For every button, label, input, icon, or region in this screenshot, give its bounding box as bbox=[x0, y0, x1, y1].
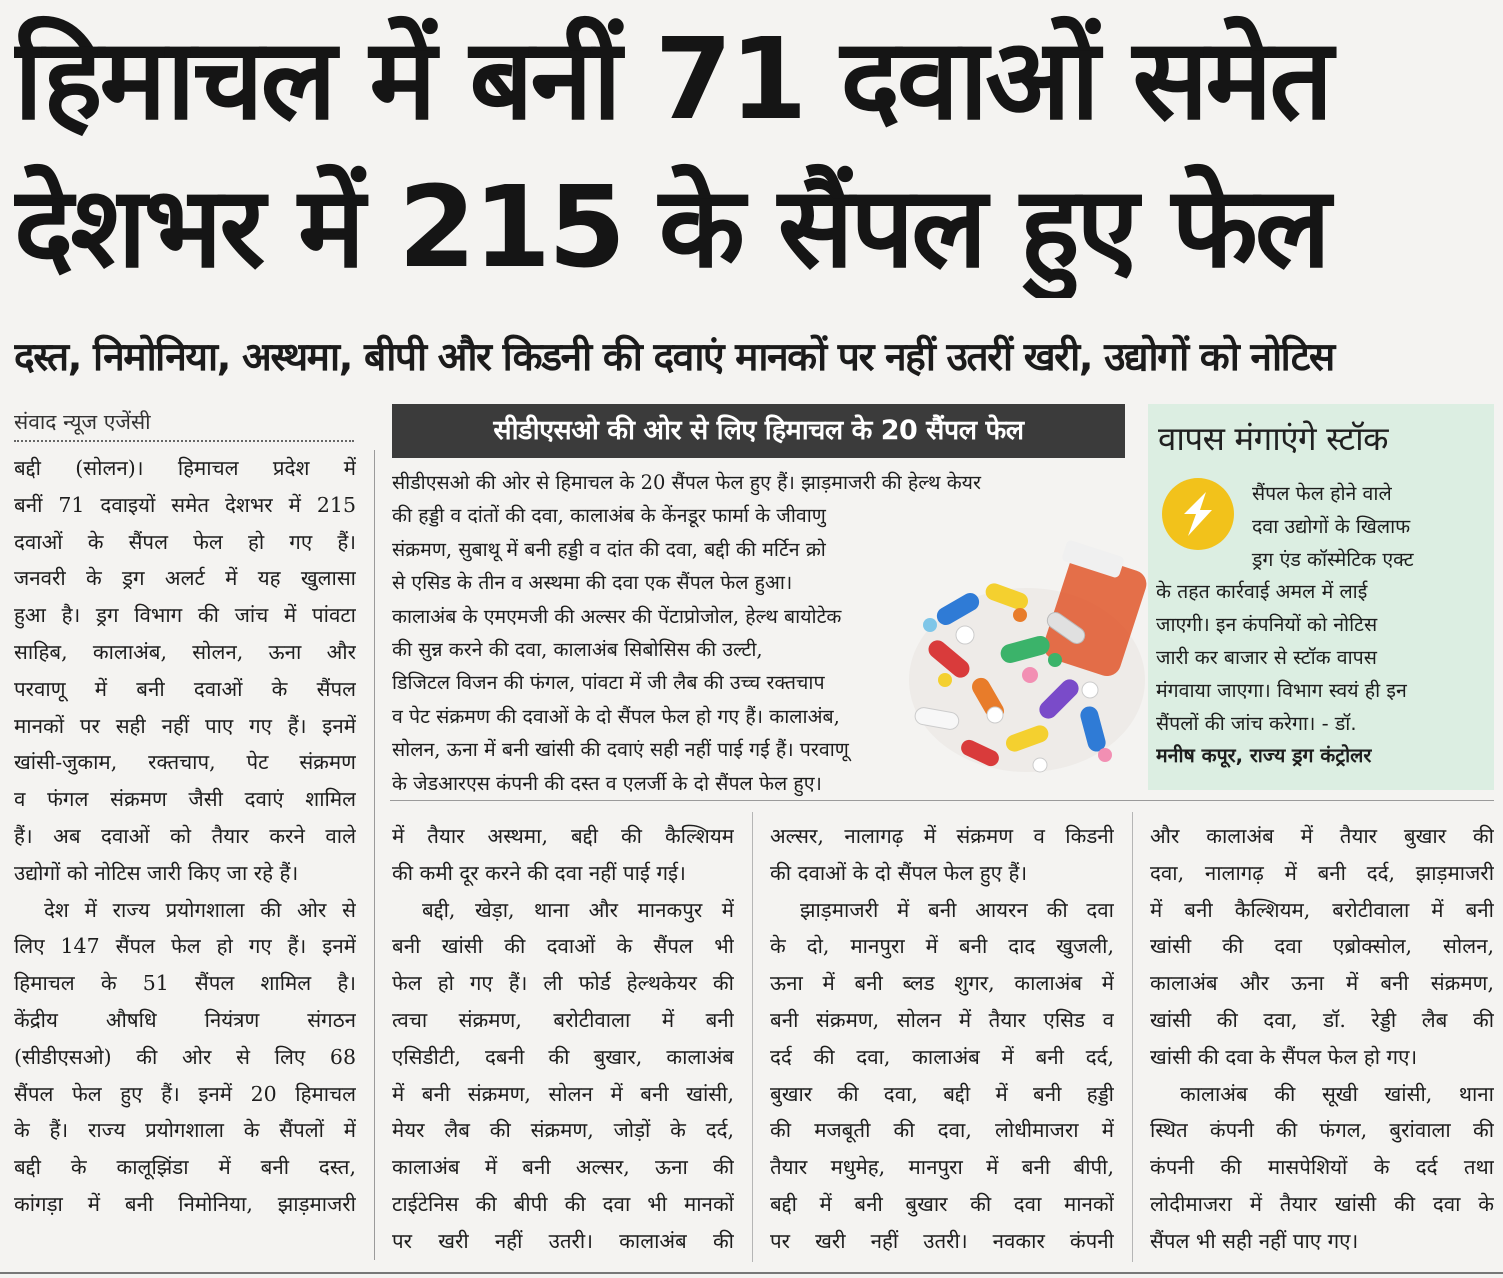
article-line: बद्दी (सोलन)। हिमाचल प्रदेश में bbox=[14, 456, 356, 480]
article-line: पर खरी नहीं उतरी। कालाअंब की bbox=[392, 1228, 734, 1253]
box-line: सोलन, ऊना में बनी खांसी की दवाएं सही नहीं पाई गई हैं। परवाणू bbox=[392, 738, 849, 762]
article-line: खांसी-जुकाम, रक्तचाप, पेट संक्रमण bbox=[14, 750, 356, 775]
box-line: व पेट संक्रमण की दवाओं के दो सैंपल फेल हो गए हैं। कालाअंब, bbox=[392, 704, 840, 728]
article-line: स्थित कंपनी की फंगल, बुरांवाला की bbox=[1150, 1118, 1494, 1143]
article-line: अल्सर, नालागढ़ में संक्रमण व किडनी bbox=[770, 824, 1114, 848]
article-line: बुखार की दवा, बद्दी में बनी हड्डी bbox=[770, 1081, 1114, 1106]
box-bottom-rule bbox=[390, 800, 1494, 801]
medicine-pills-photo bbox=[905, 540, 1150, 785]
article-line: कांगड़ा में बनी निमोनिया, झाड़माजरी bbox=[14, 1191, 356, 1216]
article-line: में बनी कैल्शियम, बरोटीवाला में बनी bbox=[1150, 897, 1494, 922]
article-line: के दो, मानपुरा में बनी दाद खुजली, bbox=[770, 934, 1114, 959]
article-line: के हैं। राज्य प्रयोगशाला के सैंपलों में bbox=[14, 1118, 356, 1143]
article-column-4 bbox=[1150, 818, 1494, 1260]
sidebar-line: सैंपलों की जांच करेगा। - डॉ. bbox=[1156, 711, 1357, 735]
box-line: डिजिटल विजन की फंगल, पांवटा में जी लैब की उच्च रक्तचाप bbox=[392, 671, 825, 695]
column-divider bbox=[1132, 812, 1133, 1262]
page-bottom-rule bbox=[0, 1272, 1503, 1274]
article-line: बनी खांसी की दवाओं के सैंपल भी bbox=[392, 934, 734, 959]
box-line: सीडीएसओ की ओर से हिमाचल के 20 सैंपल फेल हुए हैं। झाड़माजरी की हेल्थ केयर bbox=[392, 471, 981, 494]
article-line: दर्द की दवा, कालाअंब में बनी दर्द, bbox=[770, 1044, 1114, 1069]
article-line: में बनी संक्रमण, सोलन में बनी खांसी, bbox=[392, 1081, 734, 1106]
subheadline: दस्त, निमोनिया, अस्थमा, बीपी और किडनी की दवाएं मानकों पर नहीं उतरीं खरी, उद्योगों को नोटिस bbox=[14, 335, 1334, 380]
article-line: बनी संक्रमण, सोलन में तैयार एसिड व bbox=[770, 1007, 1114, 1032]
article-line: बनीं 71 दवाइयों समेत देशभर में 215 bbox=[14, 492, 356, 517]
article-line: साहिब, कालाअंब, सोलन, ऊना और bbox=[14, 639, 356, 664]
article-line: खांसी की दवा एब्रोक्सोल, सोलन, bbox=[1150, 934, 1494, 959]
article-line: व फंगल संक्रमण जैसी दवाएं शामिल bbox=[14, 787, 356, 812]
article-line: तैयार मधुमेह, मानपुरा में बनी बीपी, bbox=[770, 1155, 1114, 1180]
sidebar-line: ड्रग एंड कॉस्मेटिक एक्ट bbox=[1252, 547, 1414, 571]
article-column-2 bbox=[392, 818, 734, 1260]
sidebar-line: जारी कर बाजार से स्टॉक वापस bbox=[1156, 645, 1377, 669]
article-line: कालाअंब में बनी अल्सर, ऊना की bbox=[392, 1155, 734, 1180]
headline-line-1: हिमाचल में बनीं 71 दवाओं समेत bbox=[14, 15, 1331, 145]
article-line: हिमाचल के 51 सैंपल शामिल है। bbox=[14, 971, 356, 996]
column-divider bbox=[752, 812, 753, 1262]
sidebar-line: दवा उद्योगों के खिलाफ bbox=[1252, 514, 1411, 538]
article-line: मानकों पर सही नहीं पाए गए हैं। इनमें bbox=[14, 713, 356, 738]
article-line: लिए 147 सैंपल फेल हो गए हैं। इनमें bbox=[14, 934, 356, 959]
article-line: में तैयार अस्थमा, बद्दी की कैल्शियम bbox=[392, 824, 734, 848]
article-line: मेयर लैब की संक्रमण, जोड़ों के दर्द, bbox=[392, 1118, 734, 1143]
article-line: देश में राज्य प्रयोगशाला की ओर से bbox=[44, 897, 356, 922]
article-line: फेल हो गए हैं। ली फोर्ड हेल्थकेयर की bbox=[392, 971, 734, 996]
article-line: सैंपल फेल हुए हैं। इनमें 20 हिमाचल bbox=[14, 1081, 356, 1106]
article-line: खांसी की दवा के सैंपल फेल हो गए। bbox=[1150, 1044, 1418, 1069]
cdso-box-title: सीडीएसओ की ओर से लिए हिमाचल के 20 सैंपल फेल bbox=[392, 404, 1125, 458]
article-line: जनवरी के ड्रग अलर्ट में यह खुलासा bbox=[14, 566, 356, 591]
article-line: झाड़माजरी में बनी आयरन की दवा bbox=[800, 897, 1114, 922]
article-line: लोदीमाजरा में तैयार खांसी की दवा के bbox=[1150, 1191, 1494, 1216]
sidebar-line: सैंपल फेल होने वाले bbox=[1252, 482, 1392, 505]
article-line: कालाअंब की सूखी खांसी, थाना bbox=[1180, 1081, 1494, 1106]
box-line: संक्रमण, सुबाथू में बनी हड्डी व दांत की दवा, बद्दी की मर्टिन क्रो bbox=[392, 537, 826, 561]
article-line: हुआ है। ड्रग विभाग की जांच में पांवटा bbox=[14, 603, 356, 628]
article-line: ऊना में बनी ब्लड शुगर, कालाअंब में bbox=[770, 971, 1114, 996]
article-line: बद्दी, खेड़ा, थाना और मानकपुर में bbox=[422, 897, 734, 922]
article-line: की कमी दूर करने की दवा नहीं पाई गई। bbox=[392, 860, 686, 885]
article-line: बद्दी के कालूझिंडा में बनी दस्त, bbox=[14, 1155, 356, 1180]
article-line: हैं। अब दवाओं को तैयार करने वाले bbox=[14, 823, 356, 848]
box-line: की सुन्न करने की दवा, कालाअंब सिबोसिस की उल्टी, bbox=[392, 637, 763, 661]
box-line: से एसिड के तीन व अस्थमा की दवा एक सैंपल फेल हुआ। bbox=[392, 571, 793, 595]
sidebar-line: मंगवाया जाएगा। विभाग स्वयं ही इन bbox=[1156, 678, 1407, 702]
sidebar-line: जाएगी। इन कंपनियों को नोटिस bbox=[1156, 613, 1378, 637]
article-line: दवाओं के सैंपल फेल हो गए हैं। bbox=[14, 529, 356, 554]
article-line: (सीडीएसओ) की ओर से लिए 68 bbox=[14, 1044, 356, 1069]
article-line: परवाणू में बनी दवाओं के सैंपल bbox=[14, 676, 356, 701]
article-line: की मजबूती की दवा, लोधीमाजरा में bbox=[770, 1118, 1114, 1143]
main-article-column bbox=[14, 450, 356, 1223]
article-line: सैंपल भी सही नहीं पाए गए। bbox=[1150, 1228, 1359, 1253]
article-line: कंपनी की मासपेशियों के दर्द तथा bbox=[1150, 1155, 1494, 1180]
article-line: टाईटेनिस की बीपी की दवा भी मानकों bbox=[392, 1191, 734, 1216]
sidebar-line: मनीष कपूर, राज्य ड्रग कंट्रोलर bbox=[1156, 744, 1372, 768]
article-line: केंद्रीय औषधि नियंत्रण संगठन bbox=[14, 1007, 356, 1032]
article-line: उद्योगों को नोटिस जारी किए जा रहे हैं। bbox=[14, 860, 299, 885]
sidebar-title: वापस मंगाएंगे स्टॉक bbox=[1158, 419, 1388, 458]
sidebar-line: के तहत कार्रवाई अमल में लाई bbox=[1156, 580, 1368, 604]
article-line: त्वचा संक्रमण, बरोटीवाला में बनी bbox=[392, 1007, 734, 1032]
article-line: और कालाअंब में तैयार बुखार की bbox=[1150, 824, 1494, 848]
article-line: दवा, नालागढ़ में बनी दर्द, झाड़माजरी bbox=[1150, 860, 1494, 885]
column-divider bbox=[374, 450, 375, 1260]
box-line: के जेडआरएस कंपनी की दस्त व एलर्जी के दो सैंपल फेल हुए। bbox=[392, 771, 822, 795]
box-line: कालाअंब के एमएमजी की अल्सर की पेंटाप्रोजोल, हेल्थ बायोटेक bbox=[392, 604, 842, 628]
sidebar-text bbox=[1156, 478, 1490, 773]
headline-line-2: देशभर में 215 के सैंपल हुए फेल bbox=[14, 163, 1328, 293]
article-line: एसिडीटी, दबनी की बुखार, कालाअंब bbox=[392, 1044, 734, 1069]
article-line: की दवाओं के दो सैंपल फेल हुए हैं। bbox=[770, 860, 1028, 885]
article-line: पर खरी नहीं उतरी। नवकार कंपनी bbox=[770, 1228, 1114, 1253]
article-line: कालाअंब और ऊना में बनी संक्रमण, bbox=[1150, 971, 1494, 996]
article-line: खांसी की दवा, डॉ. रेड्डी लैब की bbox=[1150, 1007, 1494, 1032]
byline: संवाद न्यूज एजेंसी bbox=[14, 402, 354, 442]
box-line: की हड्डी व दांतों की दवा, कालाअंब के केंनडूर फार्मा के जीवाणु bbox=[392, 504, 826, 528]
article-line: बद्दी में बनी बुखार की दवा मानकों bbox=[770, 1191, 1114, 1216]
article-column-3 bbox=[770, 818, 1114, 1260]
